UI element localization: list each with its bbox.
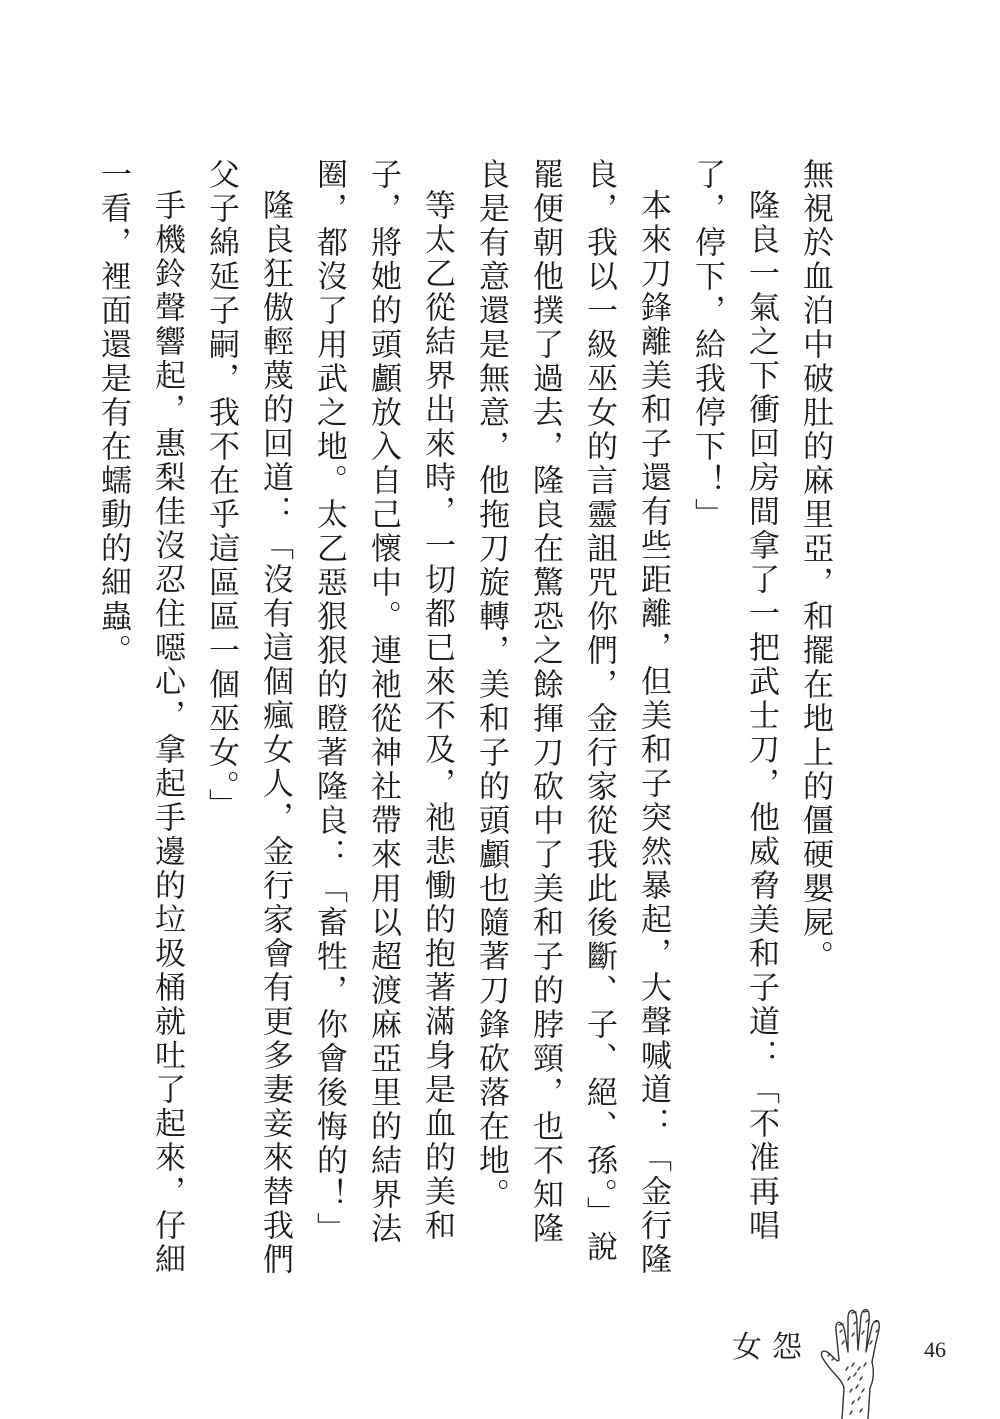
paragraph-2: 隆良一氣之下衝回房間拿了一把武士刀，他威脅美和子道：「不准再唱了，停下，給我停下！」 bbox=[689, 158, 779, 1243]
page-number: 46 bbox=[924, 1337, 946, 1362]
paragraph-5: 隆良狂傲輕蔑的回道：「沒有這個瘋女人，金行家會有更多妻妾來替我們父子綿延子嗣，我不在乎這區區一個巫女。」 bbox=[203, 158, 293, 1277]
vertical-text-body bbox=[95, 158, 842, 1278]
paragraph-1: 無視於血泊中破肚的麻里亞，和擺在地上的僵硬嬰屍。 bbox=[797, 158, 833, 974]
paragraph-3: 本來刀鋒離美和子還有些距離，但美和子突然暴起，大聲喊道：「金行隆良，我以一級巫女的言靈詛咒你們，金行家從我此後斷、子、絕、孫。」說罷便朝他撲了過去，隆良在驚恐之餘揮刀砍中了美和子的脖頸，也不知隆良是有意還是無意，他拖刀旋轉，美和子的頭顱也隨著刀鋒砍落在地。 bbox=[473, 158, 671, 1277]
paragraph-4: 等太乙從結界出來時，一切都已來不及，祂悲慟的抱著滿身是血的美和子，將她的頭顱放入自己懷中。連祂從神社帶來用以超渡麻亞里的結界法圈，都沒了用武之地。太乙惡狠狠的瞪著隆良：「畜牲，你會後悔的！」 bbox=[311, 158, 455, 1246]
running-title: 女怨 bbox=[732, 1330, 812, 1365]
paragraph-6: 手機鈴聲響起，惠梨佳沒忍住噁心，拿起手邊的垃圾桶就吐了起來，仔細一看，裡面還是有在蠕動的細蟲。 bbox=[95, 158, 185, 1277]
hand-icon bbox=[812, 1300, 902, 1419]
